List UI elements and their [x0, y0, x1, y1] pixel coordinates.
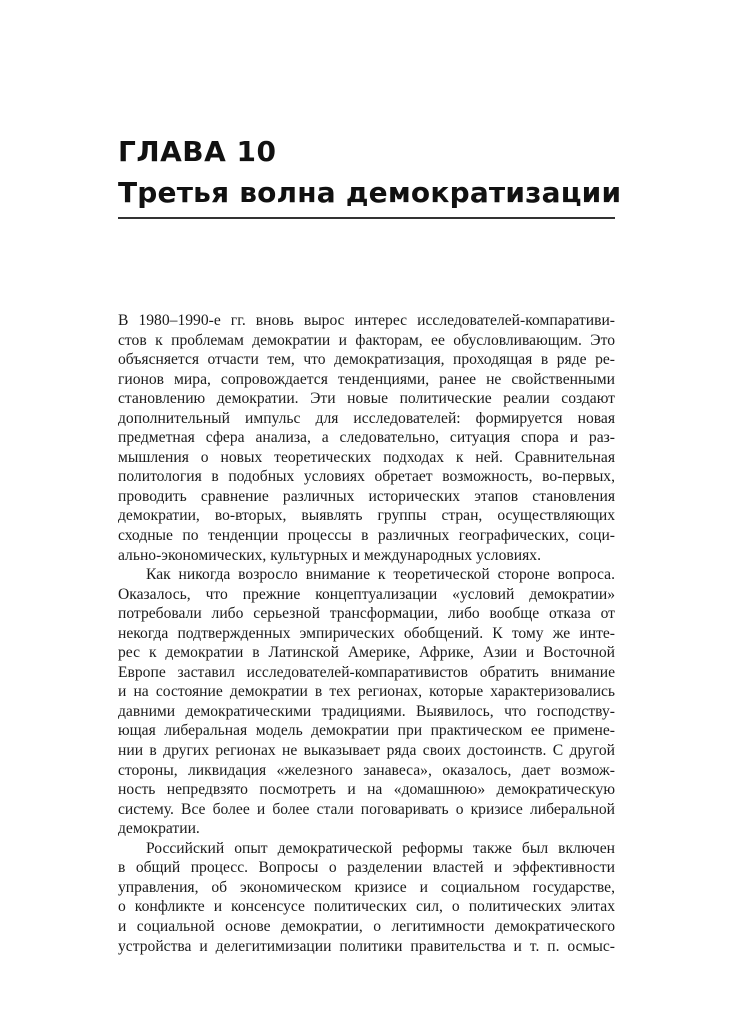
text-line: и на состояние демократии в тех регионах, которые характеризовались: [118, 683, 615, 701]
chapter-title: Третья волна демократизации: [118, 176, 622, 209]
text-line: проводить сравнение различных исторических этапов становления: [118, 487, 615, 505]
text-line: В 1980–1990-е гг. вновь вырос интерес исследователей-компаративи-: [118, 312, 615, 329]
text-line: Оказалось, что прежние концептуализации «условий демократии»: [118, 585, 615, 603]
text-line: о конфликте и консенсусе политических сил, о политических элитах: [118, 898, 615, 916]
text-line: в общий процесс. Вопросы о разделении властей и эффективности: [118, 859, 615, 877]
text-line: рес к демократии в Латинской Америке, Африке, Азии и Восточной: [118, 644, 615, 662]
text-line: и социальной основе демократии, о легитимности демократического: [118, 917, 615, 935]
text-line: дополнительный импульс для исследователей: формируется новая: [118, 409, 615, 427]
text-line: ность непредвзято посмотреть и на «домашнюю» демократическую: [118, 781, 615, 799]
text-line: политология в подобных условиях обретает возможность, во-первых,: [118, 468, 615, 486]
title-underline: [118, 217, 615, 219]
text-line: гионов мира, сопровождается тенденциями, ранее не свойственными: [118, 370, 615, 388]
text-line: ющая либеральная модель демократии при практическом ее примене-: [118, 722, 615, 740]
paragraph: [118, 311, 615, 565]
text-line: Российский опыт демократической реформы также был включен: [146, 839, 615, 857]
text-line: устройства и делегитимизации политики правительства и т. п. осмыс-: [118, 937, 615, 955]
text-line: некогда подтвержденных эмпирических обобщений. К тому же интe-: [118, 624, 615, 642]
text-line: Европе заставил исследователей-компаративистов обратить внимание: [118, 663, 615, 681]
paragraph: [118, 565, 615, 839]
text-line: стов к проблемам демократии и факторам, ее обусловливающим. Это: [118, 331, 615, 349]
text-line: стороны, ликвидация «железного занавеса», оказалось, дает возмож-: [118, 761, 615, 779]
body-text: [118, 311, 615, 956]
text-line: предметная сфера анализа, а следовательно, ситуация спора и раз-: [118, 429, 615, 447]
text-line: объясняется отчасти тем, что демократизация, проходящая в ряде ре-: [118, 351, 615, 369]
text-line: ально-экономических, культурных и международных условиях.: [118, 546, 541, 564]
text-line: становлению демократии. Эти новые политические реалии создают: [118, 390, 615, 408]
text-line: систему. Все более и более стали поговаривать о кризисе либеральной: [118, 800, 615, 818]
text-line: Как никогда возросло внимание к теоретической стороне вопроса.: [146, 566, 615, 584]
text-line: демократии.: [118, 820, 200, 838]
chapter-number: ГЛАВА 10: [118, 135, 277, 168]
text-line: управления, об экономическом кризисе и социальном государстве,: [118, 878, 615, 896]
text-line: нии в других регионах не выказывает ряда своих достоинств. С другой: [118, 742, 615, 760]
text-line: демократии, во-вторых, выявлять группы стран, осуществляющих: [118, 507, 615, 525]
text-line: давними демократическими традициями. Выявилось, что господству-: [118, 702, 615, 720]
paragraph: [118, 839, 615, 956]
text-line: мышления о новых теоретических подходах к ней. Сравнительная: [118, 448, 615, 466]
text-line: сходные по тенденции процессы в различных географических, соци-: [118, 527, 615, 545]
text-line: потребовали либо серьезной трансформации, либо вообще отказа от: [118, 605, 615, 623]
